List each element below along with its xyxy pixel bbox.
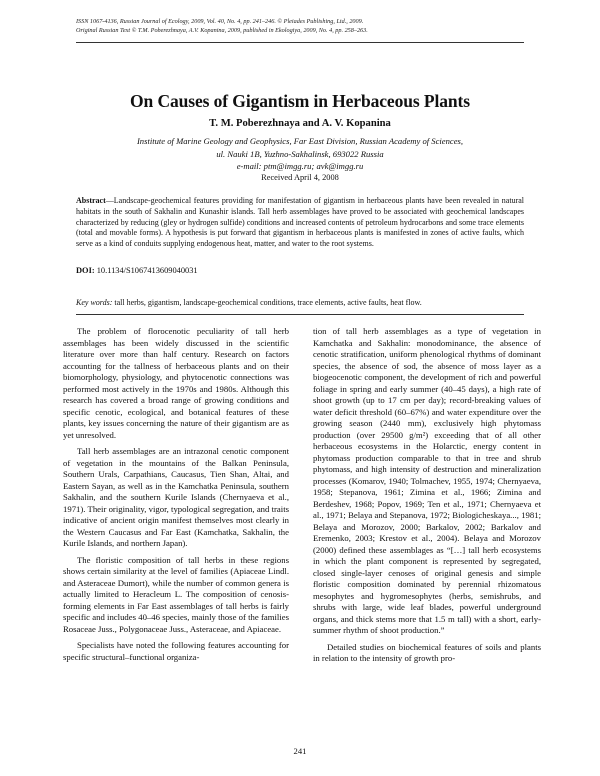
body-paragraph: The floristic composition of tall herbs in these regions shows certain similarity at the level of families (Apiaceae Lindl. and Asteraceae Dumort), while the number of common genera is actually limited to Heracleum L. The composition of cenosis-forming elements in Far East assemblages of tall herbs is fairly specific and includes 40–46 species, mainly those of the families Rosaceae Juss., Polygonaceae Juss., Asteraceae, and Apiaceae.: [63, 554, 289, 634]
affiliation-line-1: Institute of Marine Geology and Geophysics, Far East Division, Russian Academy of Sciences,: [136, 136, 464, 146]
body-column-right: [313, 326, 541, 665]
body-paragraph: Detailed studies on biochemical features of soils and plants in relation to the intensity of growth pro-: [313, 641, 541, 663]
article-title: On Causes of Gigantism in Herbaceous Plants: [130, 91, 470, 111]
affiliation-line-2: ul. Nauki 1B, Yuzhno-Sakhalinsk, 693022 Russia: [216, 148, 384, 159]
abstract: [76, 196, 524, 250]
keywords-divider: [76, 314, 524, 315]
header-line-1: ISSN 1067-4136, Russian Journal of Ecology, 2009, Vol. 40, No. 4, pp. 241–246. © Pleiades Publishing, Ltd., 2009.: [76, 18, 364, 25]
body-paragraph: Specialists have noted the following features accounting for specific structural–functional organiza-: [63, 640, 289, 662]
received-date: Received April 4, 2008: [261, 173, 339, 182]
journal-header: [76, 18, 536, 35]
page-number: 241: [293, 746, 307, 756]
keywords: [76, 298, 524, 307]
header-divider: [76, 42, 524, 43]
doi-label: DOI:: [76, 266, 95, 275]
affiliation: [60, 135, 540, 173]
abstract-label: Abstract: [76, 196, 106, 205]
article-authors: T. M. Poberezhnaya and A. V. Kopanina: [209, 118, 391, 129]
doi: [76, 266, 524, 275]
body-paragraph: The problem of florocenotic peculiarity of tall herb assemblages has been widely discussed in the scientific literature over more than half century. Research on factors accounting for the tallness of herbaceous plants and on their biomorphology, physiology, and phytocenotic connections was performed most actively in the 1970s and 1980s. Although this research has covered a broad range of growing conditions and specific cenotic, ecological, and botanical features of these plants, key issues concerning the nature of their gigantism are as yet unresolved.: [63, 326, 289, 440]
body-paragraph: tion of tall herb assemblages as a type of vegetation in Kamchatka and Sakhalin: monodominance, the absence of cenotic stratification, uniform phenological rhythms of dominant species, the absence of sod, the absence of moss layer as a biogeocenotic component, the development of rich and powerful foliage in spring and early summer (40–45 days), a high rate of shoot growth (up to 17 cm per day); record-breaking values of water deficit threshold (60–67%) and water expenditure over the growing season (2440 mm), exclusively high phytomass production (over 29500 g/m²) exceeding that of all other herbaceous ecosystems in the Holarctic, energy content in phytomass production comparable to that in tree and shrub phytomass, and high intensity of destruction and mineralization processes (Komarov, 1940; Tolmachev, 1955, 1974; Chernyaeva, 1958; Stepanova, 1961; Zimina et al., 1966; Zimina and Berdeshev, 1968; Popov, 1969; Ten et al., 1971; Chernyaeva et al., 1971; Belaya and Stepanova, 1972; Biologicheskaya..., 1981; Belaya and Morozov, 2000; Barkalov, 2002; Barkalov and Eremenko, 2003; Krestov et al., 2004). Belaya and Morozov (2000) defined these assemblages as “[…] tall herb ecosystems in which the plant component is represented by segregated, closed single-layer cenoses of original genesis and simple floristic composition dominated by perennial rhizomatous mesophytes and hygromesophytes (herbs, semishrubs, and shrubs with large, wide leaf blades, powerful underground organs, and thick stems more that 1.5 m tall) with a short, early-summer rhythm of shoot production.”: [313, 326, 541, 635]
keywords-label: Key words:: [76, 298, 113, 307]
keywords-text: tall herbs, gigantism, landscape-geochemical conditions, trace elements, active faults, heat flow.: [114, 298, 422, 307]
header-line-2: Original Russian Text © T.M. Poberezhnaya, A.V. Kopanina, 2009, published in Ekologiya, 2009, No. 4, pp. 258–263.: [76, 26, 368, 34]
doi-value: 10.1134/S1067413609040031: [96, 266, 198, 275]
affiliation-email: e-mail: ptm@imgg.ru; avk@imgg.ru: [236, 161, 364, 171]
body-column-left: [63, 326, 289, 663]
abstract-text: —Landscape-geochemical features providing for manifestation of gigantism in herbaceous plants have been revealed in natural habitats in the south of Sakhalin and Kunashir islands. Tall herb assemblages have proved to be associated with geochemical landscapes characterized by reducing (gley or hydrogen sulfide) conditions and increased contents of petroleum hydrocarbons and some trace elements (total and movable forms). A hypothesis is put forward that gigantism in herbaceous plants is manifested in zones of active faults, which serve as a kind of conduits supplying endogenous heat, matter, and water to the root systems.: [76, 196, 524, 249]
body-paragraph: Tall herb assemblages are an intrazonal cenotic component of vegetation in the mountains of the Balkan Peninsula, Southern Urals, Carpathians, Caucasus, Tien Shan, Altai, and Eastern Sayan, as well as in the Kamchatka Peninsula, southern Sakhalin, and the southern Kurile Islands (Chernyaeva et al., 1971). Their originality, vigor, typological segregation, and traits indicative of ancient origin manifest themselves most clearly in the Western Caucasus and Far East (Kamchatka, Sakhalin, the Kurile Islands, and northern Japan).: [63, 446, 289, 548]
